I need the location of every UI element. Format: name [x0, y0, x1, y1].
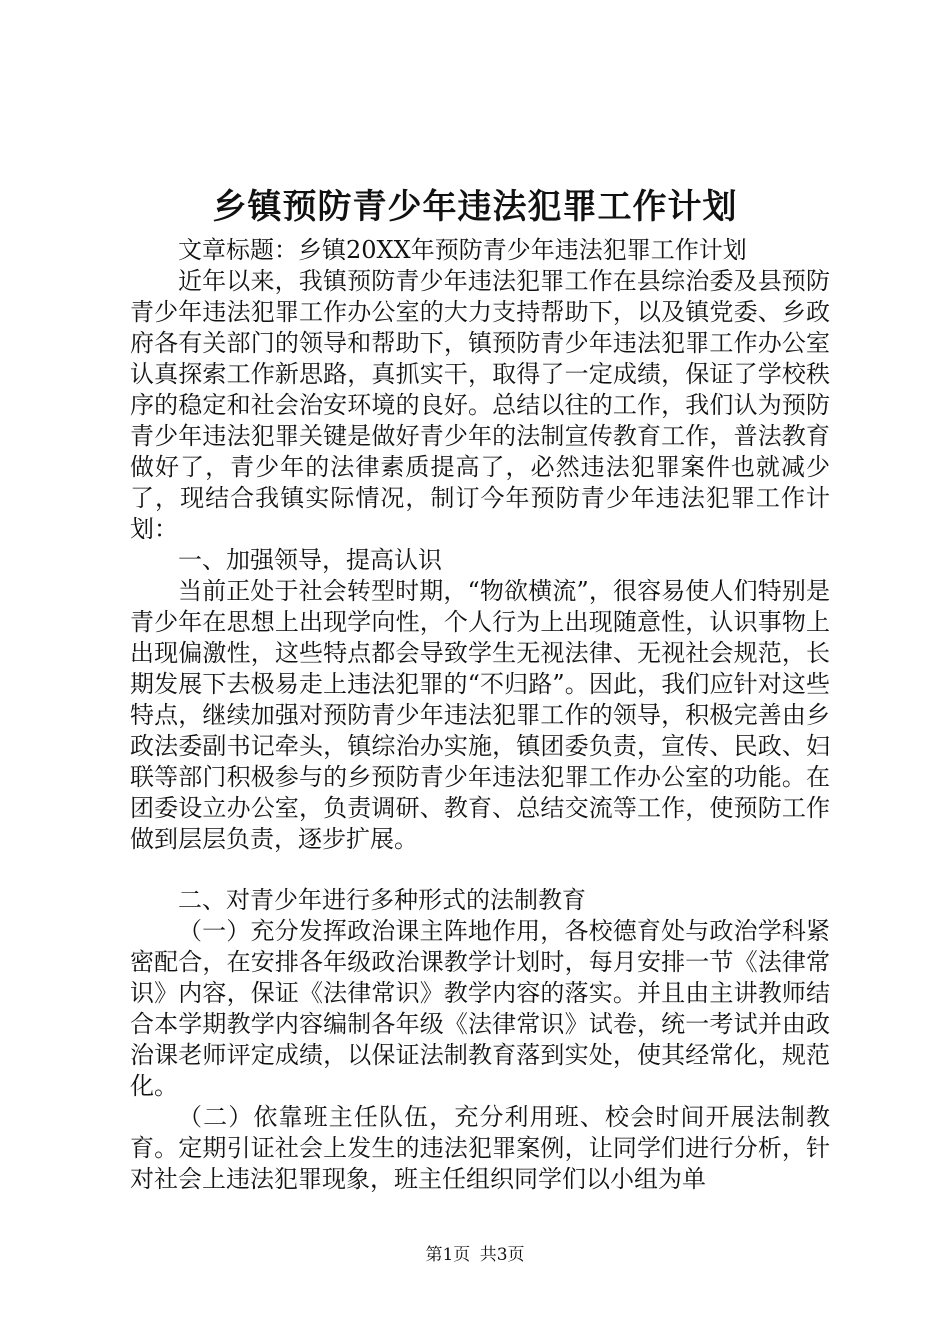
document-title: 乡镇预防青少年违法犯罪工作计划: [212, 187, 738, 227]
body-paragraph-section-1: 当前正处于社会转型时期，“物欲横流”，很容易使人们特别是青少年在思想上出现学向性，个人行为上出现随意性，认识事物上出现偏激性，这些特点都会导致学生无视法律、无视社会规范，长期发展下去极易走上违法犯罪的“不归路”。因此，我们应针对这些特点，继续加强对预防青少年违法犯罪工作的领导，积极完善由乡政法委副书记牵头，镇综治办实施，镇团委负责，宣传、民政、妇联等部门积极参与的乡预防青少年违法犯罪工作办公室的功能。在团委设立办公室，负责调研、教育、总结交流等工作，使预防工作做到层层负责，逐步扩展。: [130, 577, 830, 853]
document-body: [130, 235, 830, 1195]
section-heading-1: 一、加强领导，提高认识: [178, 546, 442, 574]
body-paragraph-item-1: （一）充分发挥政治课主阵地作用，各校德育处与政治学科紧密配合，在安排各年级政治课教学计划时，每月安排一节《法律常识》内容，保证《法律常识》教学内容的落实。并且由主讲教师结合本学期教学内容编制各年级《法律常识》试卷，统一考试并由政治课老师评定成绩，以保证法制教育落到实处，使其经常化，规范化。: [130, 917, 830, 1100]
page-footer: [0, 1243, 950, 1267]
body-paragraph-item-2: （二）依靠班主任队伍，充分利用班、校会时间开展法制教育。定期引证社会上发生的违法犯罪案例，让同学们进行分析，针对社会上违法犯罪现象，班主任组织同学们以小组为单: [130, 1103, 830, 1193]
body-paragraph-intro: 近年以来，我镇预防青少年违法犯罪工作在县综治委及县预防青少年违法犯罪工作办公室的大力支持帮助下，以及镇党委、乡政府各有关部门的领导和帮助下，镇预防青少年违法犯罪工作办公室认真探索工作新思路，真抓实干，取得了一定成绩，保证了学校秩序的稳定和社会治安环境的良好。总结以往的工作，我们认为预防青少年违法犯罪关键是做好青少年的法制宣传教育工作，普法教育做好了，青少年的法律素质提高了，必然违法犯罪案件也就减少了，现结合我镇实际情况，制订今年预防青少年违法犯罪工作计划：: [130, 267, 830, 543]
section-heading-2: 二、对青少年进行多种形式的法制教育: [178, 886, 586, 914]
page-total: 共3页: [479, 1245, 525, 1265]
page-number: 第1页: [425, 1245, 471, 1265]
article-title-line: 文章标题：乡镇20XX年预防青少年违法犯罪工作计划: [178, 236, 747, 264]
